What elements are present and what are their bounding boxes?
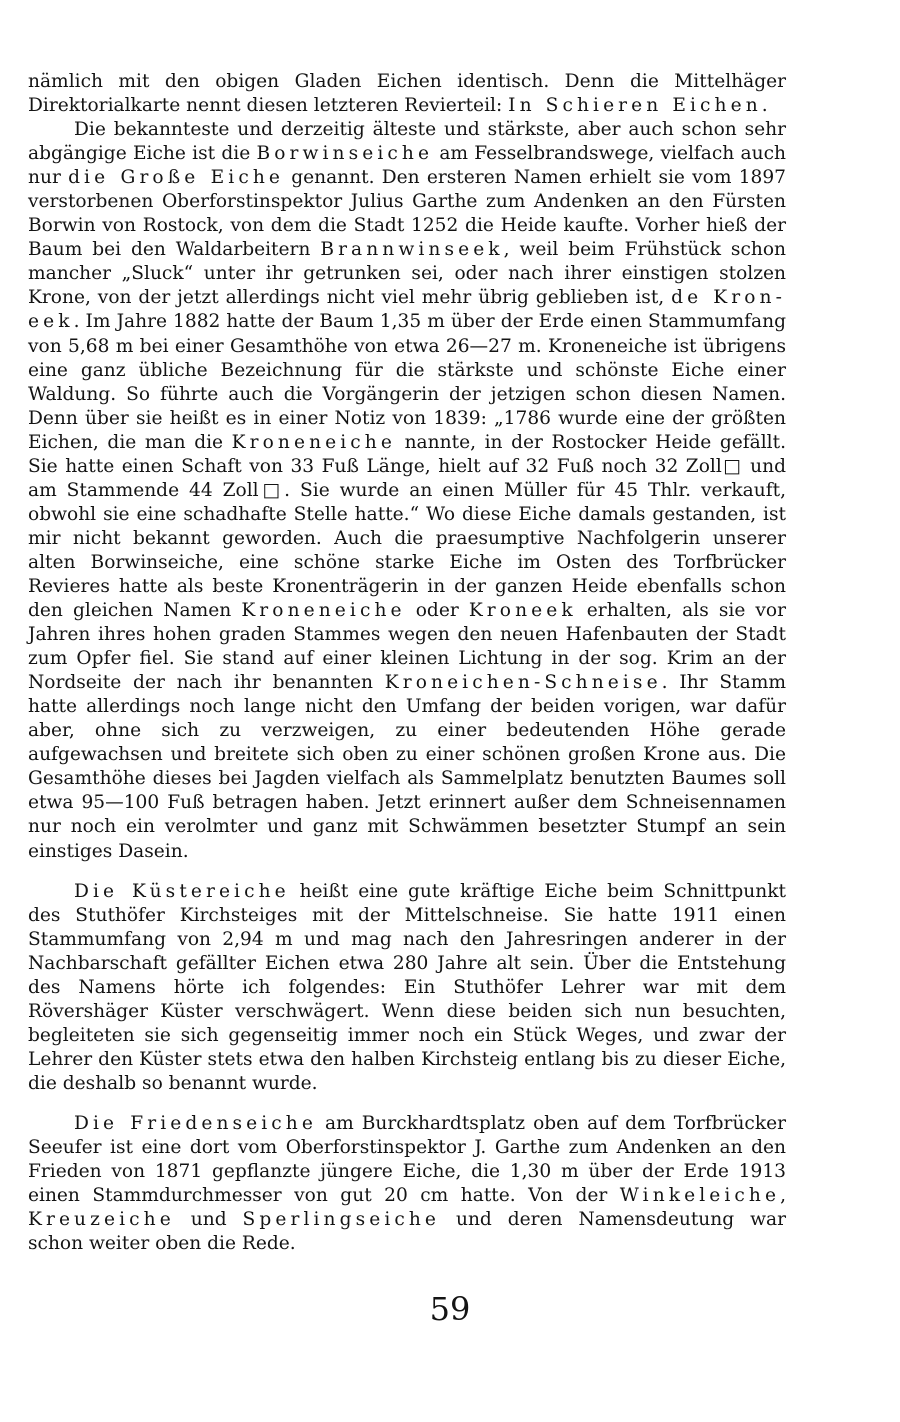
paragraph-4-seg-6: Sperlingseiche [242, 1209, 441, 1231]
paragraph-2-seg-12: oder [405, 600, 469, 622]
page-body [28, 70, 786, 1256]
paragraph-1-seg-2: . [761, 95, 768, 117]
paragraph-3-seg-1: heißt eine gute kräftige Eiche beim Schnittpunkt des Stuthöfer Kirchsteiges mit der Mittelschneise. Sie hatte 1911 einen Stammumfang von 2,94 m und mag nach den Jahresringen anderer in der Nachbarschaft gefällter Eichen etwa 280 Jahre alt sein. Über die Entstehung des Namens hörte ich folgendes: Ein Stuthöfer Lehrer war mit dem Rövershäger Küster verschwägert. Wenn diese beiden sich nun besuchten, begleiteten sie sich gegenseitig immer noch ein Stück Weges, und zwar der Lehrer den Küster stets etwa den halben Kirchsteig entlang bis zu dieser Eiche, die deshalb so benannt wurde. [28, 880, 786, 1094]
paragraph-3-seg-0: Die Küstereiche [74, 880, 290, 902]
paragraph-4-seg-2: Winkeleiche [619, 1185, 781, 1207]
paragraph-4-seg-0: Die Friedenseiche [74, 1112, 317, 1134]
paragraph-2-seg-8: . Im Jahre 1882 hatte der Baum 1,35 m über der Erde einen Stammumfang von 5,68 m bei einer Gesamthöhe von etwa 26—27 m. Kroneneiche ist übrigens eine ganz übliche Bezeichnung für die stärkste und schönste Eiche einer Waldung. So führte auch die Vorgängerin der jetzigen schon diesen Namen. Denn über sie heißt es in einer Notiz von 1839: „1786 wurde eine der größten Eichen, die man die [28, 311, 786, 453]
paragraph-2-seg-3: die Große Eiche [68, 167, 284, 189]
paragraph-2-seg-0: Die bekannteste und derzeitig älteste und stärkste, aber auch schon sehr abgängige Eiche ist die [28, 119, 786, 165]
paragraph-4-seg-1: am Burckhardtsplatz oben auf dem Torfbrücker Seeufer ist eine dort vom Oberforstinspektor J. Garthe zum Andenken an den Frieden von 1871 gepflanzte jüngere Eiche, die 1,30 m über der Erde 1913 einen Stammdurchmesser von gut 20 cm hatte. Von der [28, 1112, 786, 1207]
paragraph-2-seg-14: erhalten, als sie vor Jahren ihres hohen graden Stammes wegen den neuen Hafenbauten der Stadt zum Opfer fiel. Sie stand auf einer kleinen Lichtung in der sog. Krim an der Nordseite der nach ihr benannten [28, 600, 787, 694]
paragraph-2-seg-5: Brannwinseek [320, 239, 504, 261]
paragraph-2-seg-10: nannte, in der Rostocker Heide gefällt. Sie hatte einen Schaft von 33 Fuß Länge, hielt auf 32 Fuß noch 32 Zoll□ und am Stammende 44 Zoll□. Sie wurde an einen Müller für 45 Thlr. verkauft, obwohl sie eine schadhafte Stelle hatte.“ Wo diese Eiche damals gestanden, ist mir nicht bekannt geworden. Auch die praesumptive Nachfolgerin unserer alten Borwinseiche, eine schöne starke Eiche im Osten des Torfbrücker Revieres hatte als beste Kronenträgerin in der ganzen Heide ebenfalls schon den gleichen Namen [28, 431, 786, 622]
paragraph-1-seg-1: In Schieren Eichen [508, 95, 762, 117]
paragraph-4 [28, 1112, 786, 1256]
paragraph-1 [28, 70, 786, 118]
paragraph-2-seg-16: . Ihr Stamm hatte allerdings noch lange nicht den Umfang der beiden vorigen, war dafür aber, ohne sich zu verzweigen, zu einer bedeutenden Höhe gerade aufgewachsen und breitete sich oben zu einer schönen großen Krone aus. Die Gesamthöhe dieses bei Jagden vielfach als Sammelplatz benutzten Baumes soll etwa 95—100 Fuß betragen haben. Jetzt erinnert außer dem Schneisennamen nur noch ein verolmter und ganz mit Schwämmen besetzter Stumpf an sein einstiges Dasein. [28, 672, 786, 862]
paragraph-4-seg-5: und [174, 1209, 243, 1231]
paragraph-2-seg-4: genannt. Den ersteren Namen erhielt sie vom 1897 verstorbenen Oberforstinspektor Julius Garthe zum Andenken an den Fürsten Borwin von Rostock, von dem die Stadt 1252 die Heide kaufte. Vorher hieß der Baum bei den Waldarbeitern [28, 167, 787, 261]
paragraph-4-seg-3: , [780, 1185, 786, 1207]
paragraph-2-seg-6: , weil beim Frühstück schon mancher „Sluck“ unter ihr getrunken sei, oder nach ihrer einstigen stolzen Krone, von der jetzt allerdings nicht viel mehr übrig geblieben ist, [28, 239, 787, 309]
paragraph-2-seg-15: Kroneichen-Schneise [384, 672, 662, 694]
paragraph-2-seg-9: Kroneneiche [231, 431, 396, 453]
paragraph-3 [28, 880, 786, 1096]
paragraph-2-seg-1: Borwinseiche [256, 143, 434, 165]
paragraph-4-seg-4: Kreuzeiche [28, 1209, 175, 1231]
paragraph-2 [28, 118, 786, 863]
paragraph-2-seg-13: Kroneek [468, 600, 577, 622]
paragraph-2-seg-7: de Kron-eek [28, 287, 786, 333]
paragraph-1-seg-0: nämlich mit den obigen Gladen Eichen identisch. Denn die Mittelhäger Direktorialkarte nennt diesen letzteren Revierteil: [28, 71, 786, 117]
paragraph-2-seg-2: am Fesselbrandswege, vielfach auch nur [28, 143, 786, 189]
paragraph-4-seg-7: und deren Namensdeutung war schon weiter oben die Rede. [28, 1209, 786, 1255]
page-number: 59 [429, 1290, 471, 1328]
paragraph-2-seg-11: Kroneneiche [241, 600, 406, 622]
